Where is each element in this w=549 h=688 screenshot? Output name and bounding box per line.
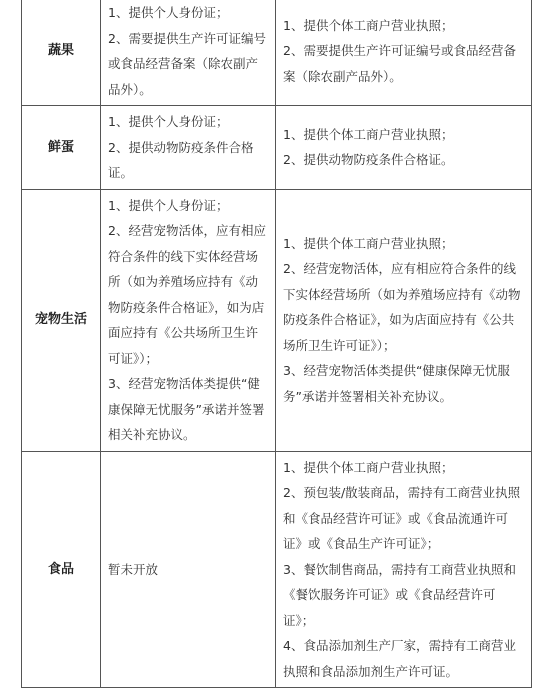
requirement-line: 2、提供动物防疫条件合格证。 xyxy=(108,139,254,180)
category-cell: 食品 xyxy=(22,451,101,688)
personal-requirements-cell xyxy=(101,106,276,190)
requirement-line: 2、需要提供生产许可证编号或食品经营备案（除农副产品外）。 xyxy=(108,30,266,97)
requirement-line: 3、经营宠物活体类提供“健康保障无忧服务”承诺并签署相关补充协议。 xyxy=(108,376,265,442)
not-open-note: 暂未开放 xyxy=(108,561,159,577)
business-requirements-cell xyxy=(276,189,532,451)
table-row xyxy=(22,189,532,451)
requirement-line: 4、食品添加剂生产厂家，需持有工商营业执照和食品添加剂生产许可证。 xyxy=(283,638,516,679)
table-row xyxy=(22,0,532,106)
requirement-line: 2、需要提供生产许可证编号或食品经营备案（除农副产品外）。 xyxy=(283,43,516,84)
requirement-line: 3、经营宠物活体类提供“健康保障无忧服务”承诺并签署相关补充协议。 xyxy=(283,363,510,404)
requirement-line: 1、提供个人身份证； xyxy=(108,5,229,20)
requirement-line: 1、提供个体工商户营业执照； xyxy=(283,459,454,475)
business-requirements-cell xyxy=(276,0,532,106)
business-requirements-cell xyxy=(276,106,532,190)
personal-requirements-cell xyxy=(101,189,276,451)
personal-requirements-cell xyxy=(101,0,276,106)
requirement-line: 2、经营宠物活体，应有相应符合条件的线下实体经营场所（如为养殖场应持有《动物防疫条件合格证》，如为店面应持有《公共场所卫生许可证》）； xyxy=(108,223,266,366)
requirement-line: 3、餐饮制售商品，需持有工商营业执照和《餐饮服务许可证》或《食品经营许可证》； xyxy=(283,561,516,628)
category-cell: 鲜蛋 xyxy=(22,106,101,190)
requirements-table xyxy=(21,0,532,688)
requirement-line: 1、提供个体工商户营业执照； xyxy=(283,126,454,142)
requirement-line: 2、提供动物防疫条件合格证。 xyxy=(283,152,454,168)
requirement-line: 1、提供个人身份证； xyxy=(108,114,229,129)
category-cell: 宠物生活 xyxy=(22,189,101,451)
requirement-line: 1、提供个体工商户营业执照； xyxy=(283,235,454,251)
requirement-line: 2、预包装/散装商品，需持有工商营业执照和《食品经营许可证》或《食品流通许可证》或《食品生产许可证》； xyxy=(283,485,521,551)
table-row xyxy=(22,451,532,688)
requirement-line: 2、经营宠物活体，应有相应符合条件的线下实体经营场所（如为养殖场应持有《动物防疫条件合格证》，如为店面应持有《公共场所卫生许可证》）； xyxy=(283,261,521,353)
table-row xyxy=(22,106,532,190)
business-requirements-cell xyxy=(276,451,532,688)
requirement-line: 1、提供个人身份证； xyxy=(108,197,229,213)
category-cell: 蔬果 xyxy=(22,0,101,106)
requirement-line: 1、提供个体工商户营业执照； xyxy=(283,17,454,33)
personal-requirements-cell xyxy=(101,451,276,688)
